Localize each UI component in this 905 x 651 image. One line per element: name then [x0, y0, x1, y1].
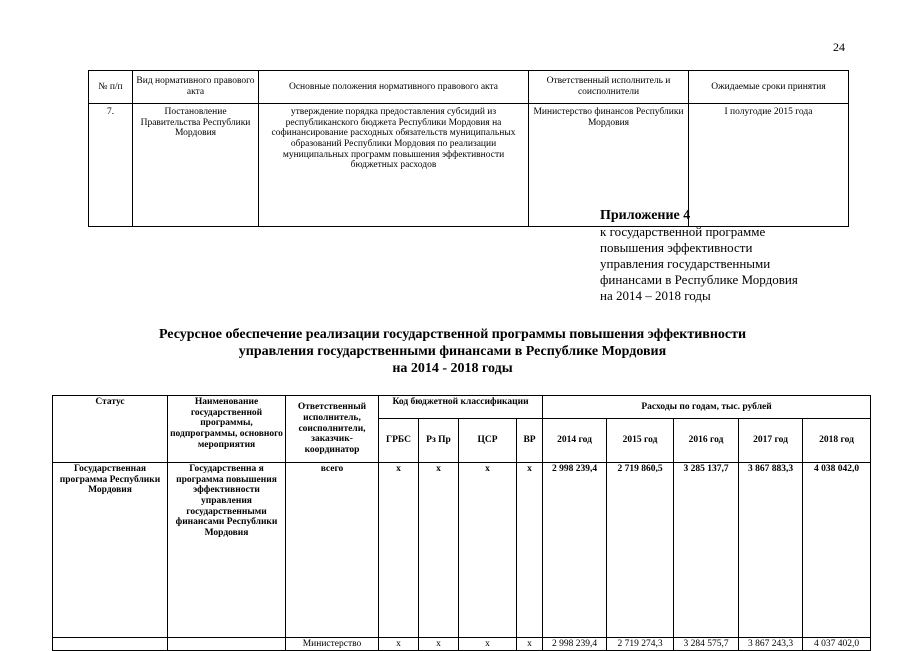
code-cell: х — [459, 463, 517, 638]
table-header-row — [53, 396, 871, 419]
value-cell: 2 998 239,4 — [543, 638, 607, 651]
header-cell: Вид нормативного правового акта — [133, 71, 259, 104]
status-cell: Государственная программа Республики Мордовия — [53, 463, 168, 638]
table-header-row — [89, 71, 849, 104]
header-year: 2018 год — [803, 419, 871, 463]
appendix-line: к государственной программе — [600, 224, 766, 240]
header-budget-code: Код бюджетной классификации — [379, 396, 543, 419]
header-year: 2014 год — [543, 419, 607, 463]
value-cell: 3 285 137,7 — [674, 463, 739, 638]
code-cell: х — [379, 638, 419, 651]
header-cell: № п/п — [89, 71, 133, 104]
responsible-cell: всего — [286, 463, 379, 638]
header-expenses: Расходы по годам, тыс. рублей — [543, 396, 871, 419]
header-grbs: ГРБС — [379, 419, 419, 463]
code-cell: х — [419, 463, 459, 638]
header-responsible: Ответственный исполнитель, соисполнители, заказчик-координатор — [286, 396, 379, 463]
header-year: 2017 год — [739, 419, 803, 463]
header-cell: Основные положения нормативного правового акта — [259, 71, 529, 104]
value-cell: 3 867 243,3 — [739, 638, 803, 651]
title-line: на 2014 - 2018 годы — [392, 361, 513, 377]
header-rz-pr: Рз Пр — [419, 419, 459, 463]
table-cell: I полугодие 2015 года — [689, 104, 849, 227]
header-year: 2016 год — [674, 419, 739, 463]
header-csr: ЦСР — [459, 419, 517, 463]
legal-acts-table — [88, 70, 849, 227]
value-cell: 3 867 883,3 — [739, 463, 803, 638]
status-cell — [53, 638, 168, 651]
resources-table — [52, 395, 871, 651]
code-cell: х — [419, 638, 459, 651]
appendix-line: управления государственными — [600, 255, 771, 271]
value-cell: 4 038 042,0 — [803, 463, 871, 638]
table-cell: утверждение порядка предоставления субсидий из республиканского бюджета Республики Мордовия на софинансирование расходных обязательств муниципальных образований Республики Мордовия по реализации муниципальных программ повышения эффективности бюджетных расходов — [259, 104, 529, 227]
code-cell: х — [517, 463, 543, 638]
document-title — [0, 326, 905, 377]
code-cell: х — [517, 638, 543, 651]
title-line: Ресурсное обеспечение реализации государственной программы повышения эффективности — [158, 327, 747, 342]
value-cell: 2 719 860,5 — [607, 463, 674, 638]
value-cell: 2 998 239,4 — [543, 463, 607, 638]
value-cell: 4 037 402,0 — [803, 638, 871, 651]
value-cell: 2 719 274,3 — [607, 638, 674, 651]
table-row — [53, 463, 871, 638]
table-cell: 7. — [89, 104, 133, 227]
appendix-line: повышения эффективности — [600, 239, 753, 255]
table-row — [53, 638, 871, 651]
appendix-block — [600, 207, 798, 303]
name-cell: Государственна я программа повышения эффективности управления государственными финансами Республики Мордовия — [168, 463, 286, 638]
appendix-line: на 2014 – 2018 годы — [600, 287, 711, 303]
name-cell — [168, 638, 286, 651]
title-line: управления государственными финансами в Республике Мордовия — [238, 344, 667, 360]
value-cell: 3 284 575,7 — [674, 638, 739, 651]
code-cell: х — [459, 638, 517, 651]
responsible-cell: Министерство — [286, 638, 379, 651]
header-year: 2015 год — [607, 419, 674, 463]
header-vr: ВР — [517, 419, 543, 463]
header-cell: Ответственный исполнитель и соисполнители — [529, 71, 689, 104]
table-cell: Постановление Правительства Республики Мордовия — [133, 104, 259, 227]
code-cell: х — [379, 463, 419, 638]
table-cell: Министерство финансов Республики Мордовия — [529, 104, 689, 227]
header-name: Наименование государственной программы, подпрограммы, основного мероприятия — [168, 396, 286, 463]
header-cell: Ожидаемые сроки принятия — [689, 71, 849, 104]
appendix-heading: Приложение 4 — [600, 208, 691, 223]
header-status: Статус — [53, 396, 168, 463]
page-number: 24 — [833, 40, 845, 54]
appendix-line: финансами в Республике Мордовия — [600, 271, 798, 287]
